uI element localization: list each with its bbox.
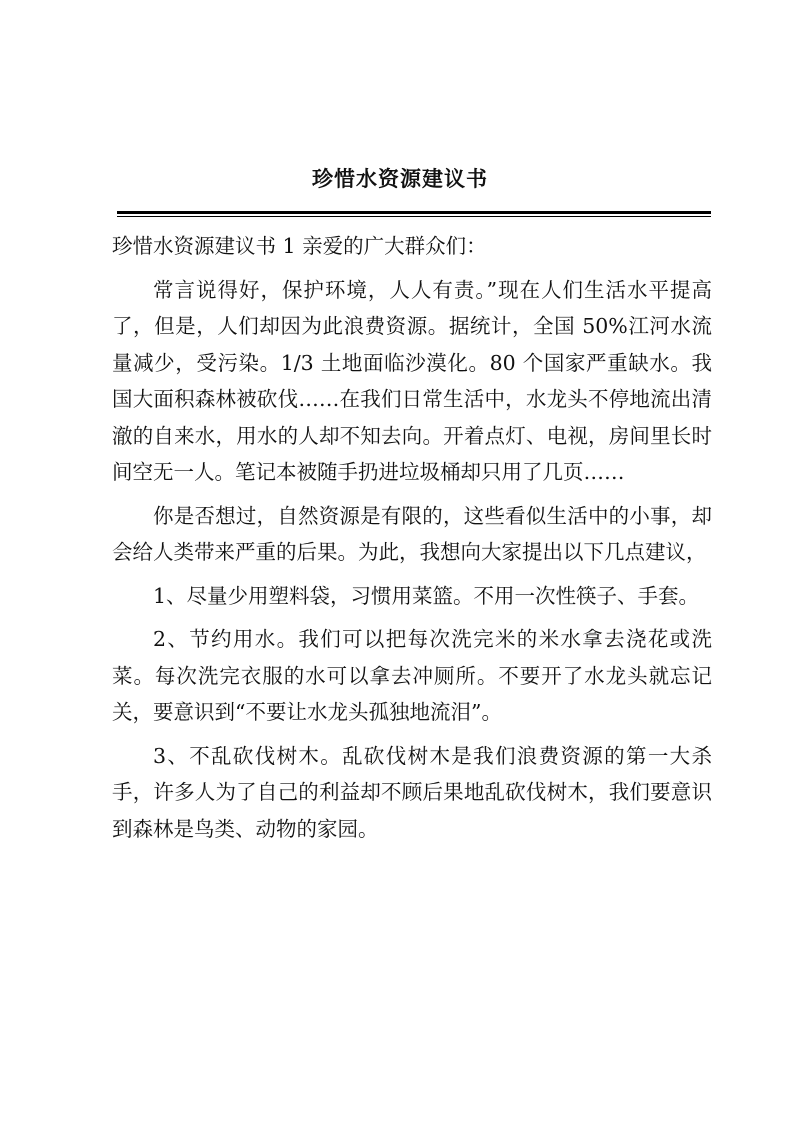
document-title: 珍惜水资源建议书 — [312, 166, 488, 191]
suggestion-1: 1、尽量少用塑料袋，习惯用菜篮。不用一次性筷子、手套。 — [153, 583, 700, 608]
paragraph-intro: 常言说得好，保护环境，人人有责。”现在人们生活水平提高了，但是，人们却因为此浪费资源。据统计，全国 50%江河水流量减少，受污染。1/3 土地面临沙漠化。80 个国家严重缺水。我国大面积森林被砍伐……在我们日常生活中，水龙头不停地流出清澈的自来水，用水的人却不知去向。开着点灯、电视，房间里长时间空无一人。笔记本被随手扔进垃圾桶却只用了几页…… — [112, 277, 712, 484]
suggestion-3: 3、不乱砍伐树木。乱砍伐树木是我们浪费资源的第一大杀手，许多人为了自己的利益却不顾后果地乱砍伐树木，我们要意识到森林是鸟类、动物的家园。 — [112, 743, 712, 841]
suggestion-2: 2、节约用水。我们可以把每次洗完米的米水拿去浇花或洗菜。每次洗完衣服的水可以拿去冲厕所。不要开了水龙头就忘记关，要意识到“不要让水龙头孤独地流泪”。 — [112, 627, 712, 724]
salutation: 珍惜水资源建议书 1 亲爱的广大群众们： — [112, 234, 487, 258]
document-body — [112, 228, 712, 847]
title-divider-thin — [117, 216, 711, 217]
title-divider-thick — [117, 211, 711, 214]
paragraph-reflection: 你是否想过，自然资源是有限的，这些看似生活中的小事，却会给人类带来严重的后果。为此，我想向大家提出以下几点建议， — [112, 503, 712, 564]
